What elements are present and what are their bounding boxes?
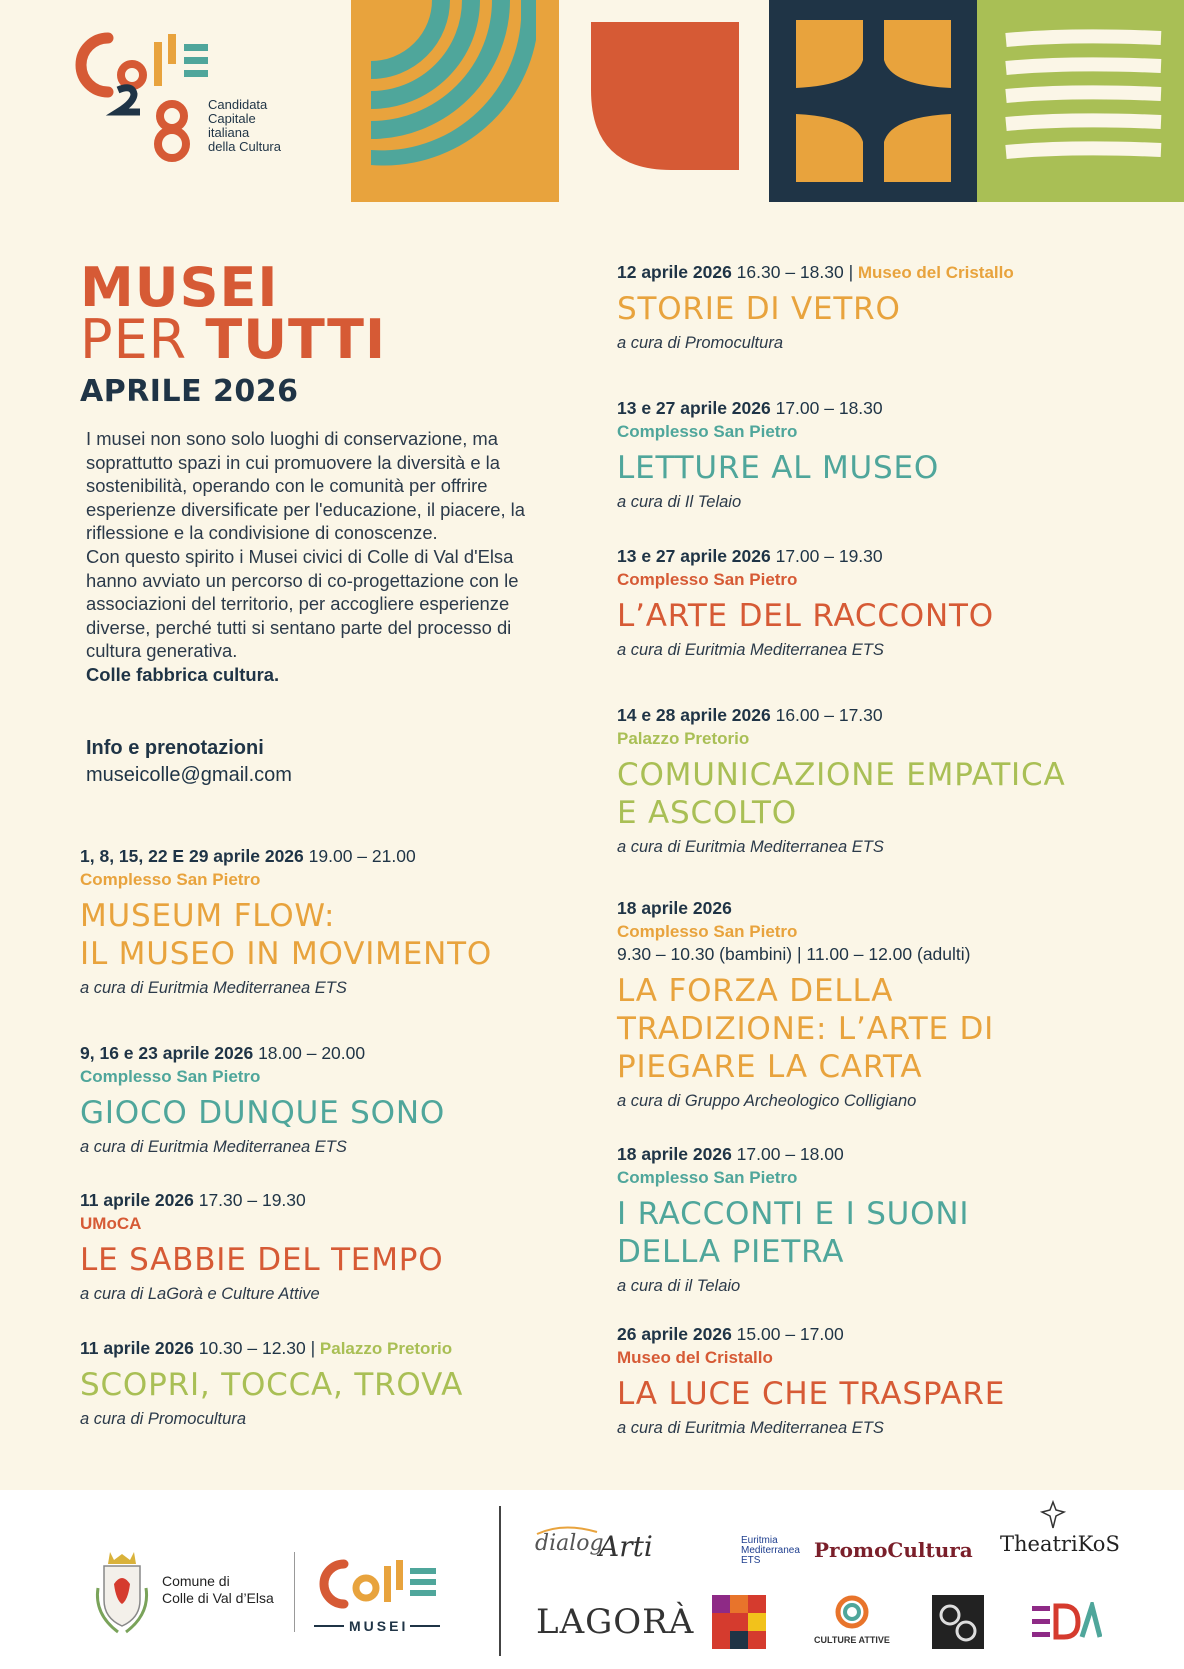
event-place: Complesso San Pietro [617, 922, 798, 941]
event-organizer: a cura di Euritmia Mediterranea ETS [617, 641, 884, 659]
theatrikos-mask-icon [1040, 1500, 1066, 1530]
event-time: 16.30 – 18.30 [731, 262, 849, 282]
event-organizer: a cura di Euritmia Mediterranea ETS [80, 1138, 347, 1156]
comune-crest-icon [92, 1548, 152, 1634]
culture-attive-label: CULTURE ATTIVE [814, 1635, 890, 1645]
musei-label: MUSEI [349, 1618, 409, 1634]
event-date: 11 aprile 2026 [80, 1338, 194, 1358]
event-date: 1, 8, 15, 22 E 29 aprile 2026 [80, 846, 304, 866]
arc-tile-icon [351, 0, 559, 202]
event-date: 9, 16 e 23 aprile 2026 [80, 1043, 254, 1063]
event-place: UMoCA [80, 1214, 142, 1233]
event-organizer: a cura di Promocultura [80, 1410, 246, 1428]
event-place: Museo del Cristallo [617, 1348, 773, 1367]
event-place: Complesso San Pietro [80, 1067, 261, 1086]
event-place: Palazzo Pretorio [617, 729, 750, 748]
event-organizer: a cura di Gruppo Archeologico Colligiano [617, 1092, 917, 1110]
event-time: 17.00 – 18.00 [731, 1144, 844, 1164]
event-date: 14 e 28 aprile 2026 [617, 705, 771, 725]
event-date: 11 aprile 2026 [80, 1190, 194, 1210]
comune-line: Colle di Val d’Elsa [162, 1590, 274, 1606]
logo-line: Capitale [208, 111, 256, 126]
event-time: 18.00 – 20.00 [253, 1043, 366, 1063]
event-separator: | [310, 1338, 316, 1358]
event-title: COMUNICAZIONE EMPATICA E ASCOLTO [617, 757, 1066, 831]
event-title: LA FORZA DELLA TRADIZIONE: L’ARTE DI PIEGARE LA CARTA [617, 973, 995, 1085]
event-time: 17.00 – 19.30 [770, 546, 883, 566]
logo-line: italiana [208, 125, 250, 140]
event-place: Museo del Cristallo [853, 263, 1014, 282]
intro-paragraph: I musei non sono solo luoghi di conservazione, ma soprattutto spazi in cui promuovere la diversità e la sostenibilità, operando con le comunità per offrire esperienze diversificate per l'educazione, il piacere, la riflessione e la condivisione di conoscenze. [86, 428, 525, 544]
title-tutti: TUTTI [205, 308, 387, 371]
subtitle-month: APRILE 2026 [80, 374, 299, 409]
event-item [617, 704, 1137, 858]
event-title: L’ARTE DEL RACCONTO [617, 598, 994, 634]
event-item [80, 845, 600, 999]
dialogarti-logo-icon [533, 1520, 668, 1570]
promocultura-logo: PromoCultura [814, 1538, 973, 1562]
logo-line: Candidata [208, 97, 268, 112]
title-per: PER [80, 308, 206, 371]
event-place: Complesso San Pietro [617, 570, 798, 589]
comune-label [162, 1573, 274, 1607]
event-item [617, 1143, 1137, 1297]
info-email-link[interactable]: museicolle@gmail.com [86, 764, 292, 786]
footer-vertical-divider [499, 1506, 501, 1656]
title-line-2 [80, 308, 387, 371]
event-date: 26 aprile 2026 [617, 1324, 732, 1344]
event-item [80, 1189, 600, 1305]
euritmia-line: ETS [741, 1555, 761, 1566]
event-organizer: a cura di il Telaio [617, 1277, 741, 1295]
euritmia-line: Euritmia [741, 1535, 778, 1546]
info-title: Info e prenotazioni [86, 737, 264, 759]
event-item [80, 1337, 600, 1430]
event-time: 16.00 – 17.30 [770, 705, 883, 725]
info-block [86, 737, 292, 787]
event-item [617, 897, 1137, 1112]
colle-logo-mark-icon [60, 28, 210, 173]
logo-candidata-text [208, 98, 281, 154]
gac-logo-icon [932, 1595, 984, 1649]
event-date: 18 aprile 2026 [617, 898, 732, 918]
footer-divider [294, 1552, 295, 1632]
footer-logos [0, 1490, 1184, 1669]
event-place: Complesso San Pietro [617, 422, 798, 441]
event-organizer: a cura di Euritmia Mediterranea ETS [617, 1419, 884, 1437]
euritmia-line: Mediterranea [741, 1545, 800, 1556]
euritmia-logo-icon [687, 1522, 737, 1572]
event-time: 19.00 – 21.00 [303, 846, 416, 866]
colle-2028-logo [60, 28, 330, 173]
theatrikos-logo: TheatriKoS [1000, 1532, 1120, 1556]
musei-rule [314, 1625, 344, 1627]
event-date: 13 e 27 aprile 2026 [617, 546, 771, 566]
event-title: STORIE DI VETRO [617, 291, 901, 327]
eda-logo-icon [1030, 1602, 1102, 1642]
header-decor-tiles [351, 0, 1184, 202]
svg-text:dialog: dialog [535, 1531, 604, 1556]
event-separator: | [848, 262, 854, 282]
event-title: SCOPRI, TOCCA, TROVA [80, 1367, 464, 1403]
event-organizer: a cura di Euritmia Mediterranea ETS [617, 838, 884, 856]
waves-tile-icon [977, 0, 1184, 202]
event-organizer: a cura di Euritmia Mediterranea ETS [80, 979, 347, 997]
event-title: GIOCO DUNQUE SONO [80, 1095, 446, 1131]
event-date: 18 aprile 2026 [617, 1144, 732, 1164]
event-title: LETTURE AL MUSEO [617, 450, 940, 486]
event-time: 10.30 – 12.30 [193, 1338, 311, 1358]
intro-paragraph: Con questo spirito i Musei civici di Colle di Val d'Elsa hanno avviato un percorso di co-progettazione con le associazioni del territorio, per accogliere esperienze diverse, perché tutti si sentano parte del processo di cultura generativa. [86, 545, 519, 662]
event-time: 9.30 – 10.30 (bambini) | 11.00 – 12.00 (adulti) [617, 944, 971, 964]
event-item [617, 545, 1137, 661]
event-place: Complesso San Pietro [617, 1168, 798, 1187]
event-organizer: a cura di Il Telaio [617, 493, 742, 511]
event-place: Palazzo Pretorio [315, 1339, 453, 1358]
event-item [80, 1042, 600, 1158]
event-item [617, 261, 1137, 354]
event-time: 15.00 – 17.00 [731, 1324, 844, 1344]
musei-rule [410, 1625, 440, 1627]
event-date: 13 e 27 aprile 2026 [617, 398, 771, 418]
event-title: I RACCONTI E I SUONI DELLA PIETRA [617, 1196, 970, 1270]
event-time: 17.00 – 18.30 [770, 398, 883, 418]
title-line-1: MUSEI [80, 256, 279, 319]
il-telaio-logo-icon [712, 1595, 766, 1649]
motto: Colle fabbrica cultura. [86, 663, 280, 685]
event-date: 12 aprile 2026 [617, 262, 732, 282]
comune-line: Comune di [162, 1573, 230, 1589]
event-time: 17.30 – 19.30 [193, 1190, 306, 1210]
star-tile-icon [769, 0, 977, 202]
event-place: Complesso San Pietro [80, 870, 261, 889]
svg-text:Arti: Arti [599, 1530, 653, 1563]
poster-title-block [80, 256, 387, 409]
culture-attive-logo-icon [834, 1594, 870, 1630]
logo-line: della Cultura [208, 139, 281, 154]
event-title: LE SABBIE DEL TEMPO [80, 1242, 444, 1278]
event-organizer: a cura di LaGorà e Culture Attive [80, 1285, 320, 1303]
event-organizer: a cura di Promocultura [617, 334, 783, 352]
intro-text [86, 427, 566, 687]
event-item [617, 1323, 1137, 1439]
colle-musei-logo-icon [314, 1556, 440, 1612]
lagora-logo: LAGORÀ [536, 1602, 695, 1642]
event-title: LA LUCE CHE TRASPARE [617, 1376, 1006, 1412]
euritmia-label [741, 1536, 800, 1566]
event-item [617, 397, 1137, 513]
leaf-tile-icon [559, 0, 767, 202]
event-title: MUSEUM FLOW: IL MUSEO IN MOVIMENTO [80, 898, 493, 972]
